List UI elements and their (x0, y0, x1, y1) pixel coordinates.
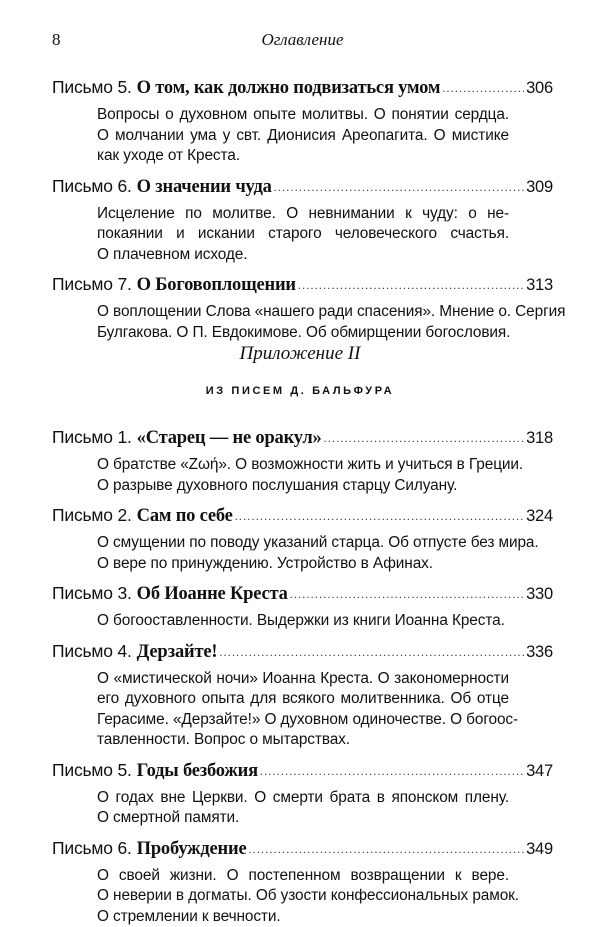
entry-description (97, 455, 524, 496)
entry-page-number: 336 (526, 642, 553, 661)
description-line: Исцеление по молитве. О невнимании к чуду: о не- (97, 204, 509, 222)
toc-entry[interactable] (52, 76, 553, 167)
description-line: Булгакова. О П. Евдокимове. Об обмирщении богословия. (97, 323, 511, 341)
entry-page-number: 349 (526, 839, 553, 858)
entry-description (97, 302, 566, 343)
description-line: О молчании ума у свт. Дионисия Ареопагита. О мистике (97, 126, 509, 144)
entry-page-number: 347 (526, 761, 553, 780)
entry-description (97, 669, 519, 751)
entry-description (97, 611, 509, 632)
entry-prefix: Письмо 5. (52, 759, 132, 780)
page-number: 8 (52, 30, 61, 49)
entry-title: Дерзайте! (136, 641, 218, 662)
entry-description (97, 866, 519, 927)
description-line: О смертной памяти. (97, 809, 240, 826)
dot-leader (248, 838, 524, 860)
entry-page-number: 313 (526, 276, 553, 294)
entry-prefix: Письмо 3. (52, 583, 132, 603)
appendix-subtitle: ИЗ ПИСЕМ Д. БАЛЬФУРА (205, 385, 395, 397)
appendix-title: Приложение II (239, 343, 361, 364)
running-title: Оглавление (261, 30, 344, 49)
toc-entry[interactable] (52, 640, 553, 751)
dot-leader (298, 274, 524, 296)
entry-page-number: 324 (526, 507, 553, 525)
description-line: Вопросы о духовном опыте молитвы. О понятии сердца. (97, 106, 509, 123)
entry-prefix: Письмо 2. (52, 505, 132, 525)
entry-description (97, 105, 509, 167)
dot-leader (219, 641, 524, 663)
toc-entry[interactable] (52, 175, 553, 266)
dot-leader (324, 427, 524, 449)
entry-title: Об Иоанне Креста (136, 584, 288, 604)
dot-leader (442, 77, 524, 99)
entry-title: «Старец — не оракул» (136, 428, 322, 448)
description-line: О годах вне Церкви. О смерти брата в японском плену. (97, 788, 509, 806)
entry-page-number: 309 (526, 177, 553, 196)
toc-entry[interactable] (52, 273, 566, 343)
entry-prefix: Письмо 4. (52, 640, 132, 661)
description-line: О братстве «Ζωή». О возможности жить и учиться в Греции. (97, 456, 524, 473)
dot-leader (235, 505, 524, 527)
description-line: О разрыве духовного послушания старцу Силуану. (97, 476, 458, 494)
entry-title: Годы безбожия (136, 760, 258, 781)
description-line: как уходе от Креста. (97, 147, 240, 164)
entry-description (97, 533, 539, 574)
description-line: покаянии и искании старого человеческого счастья. (97, 225, 509, 242)
entry-title: Пробуждение (136, 838, 247, 859)
entry-title: О Боговоплощении (136, 275, 296, 295)
toc-entry[interactable] (52, 426, 553, 496)
description-line: О смущении по поводу указаний старца. Об отпусте без мира. (97, 534, 539, 551)
description-line: его духовного опыта для всякого молитвенника. Об отце (97, 690, 509, 707)
entry-description (97, 788, 509, 829)
entry-description (97, 204, 509, 266)
entry-prefix: Письмо 5. (52, 77, 132, 97)
description-line: О стремлении к вечности. (97, 907, 281, 925)
dot-leader (274, 176, 524, 198)
entry-title: О том, как должно подвизаться умом (136, 78, 441, 98)
entry-page-number: 330 (526, 585, 553, 603)
description-line: О богооставленности. Выдержки из книги Иоанна Креста. (97, 612, 505, 629)
toc-entry[interactable] (52, 759, 553, 829)
description-line: О своей жизни. О постепенном возвращении к вере. (97, 866, 509, 884)
entry-prefix: Письмо 6. (52, 837, 132, 858)
toc-entry[interactable] (52, 582, 553, 632)
entry-prefix: Письмо 7. (52, 274, 132, 294)
toc-section-letters (52, 76, 566, 343)
entry-prefix: Письмо 1. (52, 427, 132, 447)
entry-page-number: 318 (526, 429, 553, 447)
entry-title: Сам по себе (136, 506, 233, 526)
dot-leader (260, 760, 524, 782)
toc-section-balfour-letters (52, 426, 553, 927)
dot-leader (290, 583, 524, 605)
toc-entry[interactable] (52, 837, 553, 927)
description-line: тавленности. Вопрос о мытарствах. (97, 731, 350, 748)
entry-title: О значении чуда (136, 176, 272, 197)
description-line: О плачевном исходе. (97, 245, 248, 263)
running-header (52, 30, 553, 52)
description-line: О вере по принуждению. Устройство в Афинах. (97, 554, 433, 572)
toc-entry[interactable] (52, 504, 553, 574)
description-line: О «мистической ночи» Иоанна Креста. О закономерности (97, 669, 509, 687)
description-line: О воплощении Слова «нашего ради спасения». Мнение о. Сергия (97, 303, 566, 320)
description-line: Герасиме. «Дерзайте!» О духовном одиночестве. О богоос- (97, 710, 519, 728)
entry-page-number: 306 (526, 79, 553, 97)
description-line: О неверии в догматы. Об узости конфессиональных рамок. (97, 887, 519, 904)
entry-prefix: Письмо 6. (52, 175, 132, 196)
